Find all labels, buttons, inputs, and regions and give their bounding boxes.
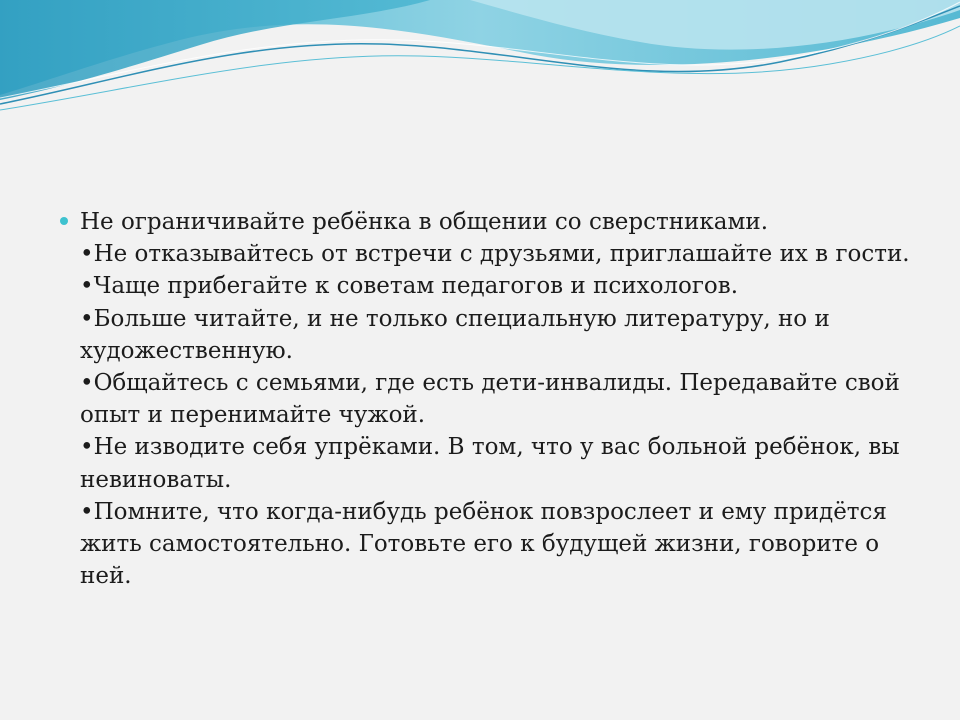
text-line: Не ограничивайте ребёнка в общении со сверстниками.: [80, 209, 769, 235]
text-line: •Чаще прибегайте к советам педагогов и психологов.: [80, 273, 739, 300]
wave-header-decoration: [0, 0, 960, 120]
text-line: •Не отказывайтесь от встречи с друзьями, приглашайте их в гости.: [80, 241, 910, 268]
text-line: •Общайтесь с семьями, где есть дети-инвалиды. Передавайте свой опыт и перенимайте чужой.: [80, 370, 900, 429]
text-line: •Помните, что когда-нибудь ребёнок повзрослеет и ему придётся жить самостоятельно. Готовьте его к будущей жизни, говорите о ней.: [80, 498, 887, 590]
text-line: •Не изводите себя упрёками. В том, что у вас больной ребёнок, вы невиноваты.: [80, 434, 900, 493]
text-line: •Больше читайте, и не только специальную литературу, но и художественную.: [80, 305, 830, 364]
bullet-icon: [60, 217, 68, 225]
slide-body-text: [80, 206, 910, 592]
